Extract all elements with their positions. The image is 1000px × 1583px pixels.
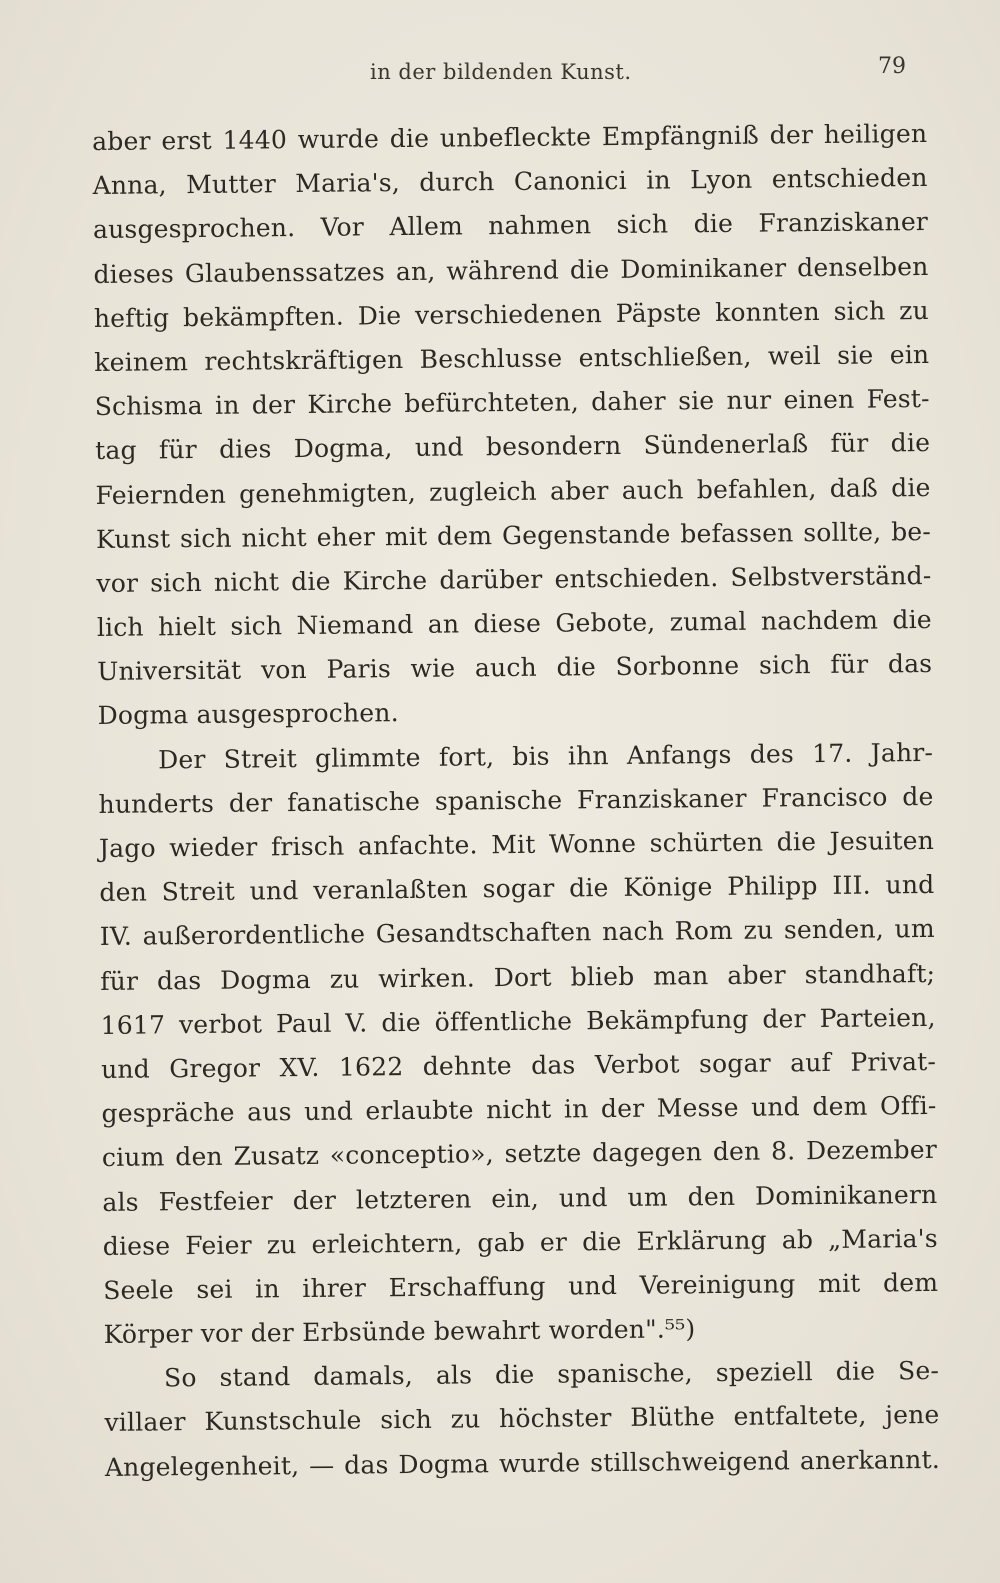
text-line: heftig bekämpften. Die verschiedenen Päpste konnten sich zu: [93, 295, 930, 333]
text-line: lich hielt sich Niemand an diese Gebote, zumal nachdem die: [96, 605, 932, 643]
text-line: tag für dies Dogma, und besondern Sündenerlaß für die: [95, 428, 931, 466]
text-line: Seele sei in ihrer Erschaffung und Vereinigung mit dem: [103, 1267, 939, 1305]
text-line: und Gregor XV. 1622 dehnte das Verbot sogar auf Privat-: [100, 1046, 937, 1084]
text-line: Feiernden genehmigten, zugleich aber auch befahlen, daß die: [95, 472, 931, 510]
text-line: aber erst 1440 wurde die unbefleckte Empfängniß der heiligen: [92, 118, 928, 156]
text-line: IV. außerordentliche Gesandtschaften nach Rom zu senden, um: [99, 914, 935, 952]
text-line: gespräche aus und erlaubte nicht in der Messe und dem Offi-: [101, 1091, 937, 1129]
text-line: Anna, Mutter Maria's, durch Canonici in Lyon entschieden: [92, 163, 928, 201]
text-line: vor sich nicht die Kirche darüber entschieden. Selbstverständ-: [96, 560, 932, 598]
text-line: ausgesprochen. Vor Allem nahmen sich die Franziskaner: [92, 207, 929, 245]
text-line: Angelegenheit, — das Dogma wurde stillschweigend anerkannt.: [104, 1444, 941, 1482]
text-line: cium den Zusatz «conceptio», setzte dagegen den 8. Dezember: [101, 1135, 938, 1173]
text-line: Der Streit glimmte fort, bis ihn Anfangs des 17. Jahr-: [158, 737, 934, 775]
text-line: dieses Glaubenssatzes an, während die Dominikaner denselben: [93, 251, 929, 289]
page-header: [0, 54, 1000, 100]
text-line: für das Dogma zu wirken. Dort blieb man aber standhaft;: [100, 958, 936, 996]
text-line: 1617 verbot Paul V. die öffentliche Bekämpfung der Parteien,: [100, 1002, 936, 1040]
text-line: Dogma ausgesprochen.: [97, 698, 399, 731]
text-line: diese Feier zu erleichtern, gab er die Erklärung ab „Maria's: [102, 1223, 938, 1261]
text-line: Universität von Paris wie auch die Sorbonne sich für das: [97, 649, 933, 687]
text-line: den Streit und veranlaßten sogar die Könige Philipp III. und: [99, 870, 935, 908]
text-line: Körper vor der Erbsünde bewahrt worden".⁵⁵): [103, 1314, 696, 1350]
text-line: Schisma in der Kirche befürchteten, daher sie nur einen Fest-: [94, 384, 930, 422]
text-line: Jago wieder frisch anfachte. Mit Wonne schürten die Jesuiten: [98, 825, 935, 863]
page-number: 79: [878, 54, 906, 79]
text-line: So stand damals, als die spanische, speziell die Se-: [163, 1356, 940, 1393]
text-line: Kunst sich nicht eher mit dem Gegenstande befassen sollte, be-: [95, 516, 932, 554]
text-line: als Festfeier der letzteren ein, und um den Dominikanern: [102, 1179, 938, 1217]
body-text: [92, 112, 940, 1490]
text-line: hunderts der fanatische spanische Franziskaner Francisco de: [98, 781, 934, 819]
running-head: in der bildenden Kunst.: [370, 60, 632, 84]
text-line: villaer Kunstschule sich zu höchster Blüthe entfaltete, jene: [104, 1400, 940, 1438]
text-line: keinem rechtskräftigen Beschlusse entschließen, weil sie ein: [94, 339, 930, 377]
